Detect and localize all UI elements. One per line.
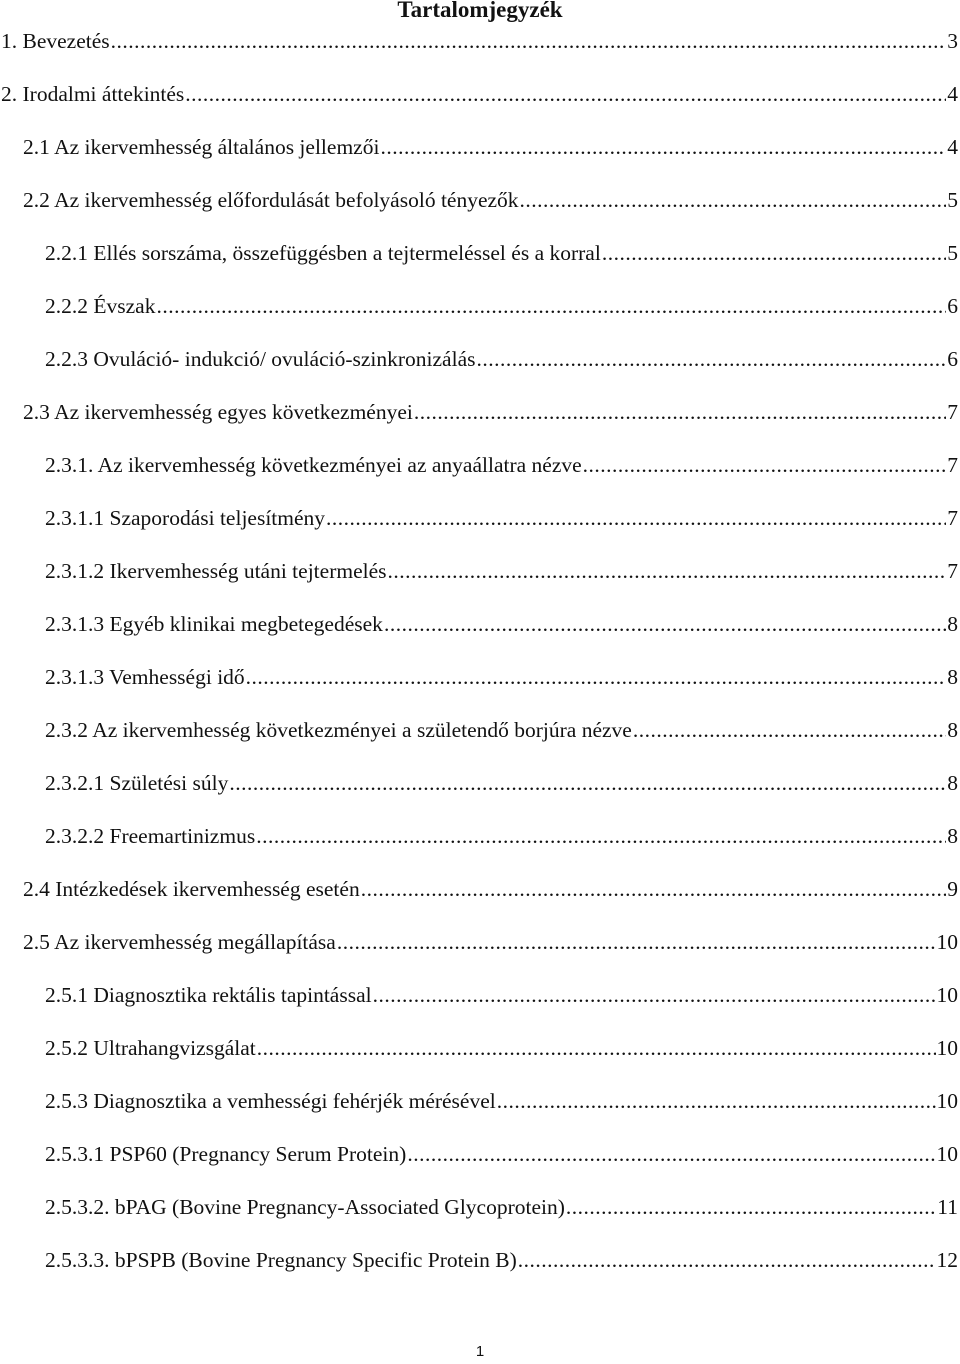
toc-entry[interactable]: [0, 1034, 960, 1087]
dot-leader: [229, 769, 946, 797]
dot-leader: [476, 345, 946, 373]
toc-entry-page: 10: [936, 1089, 958, 1113]
toc-entry-page: 9: [947, 877, 958, 901]
toc-entry-label: 2.4 Intézkedések ikervemhesség esetén: [23, 877, 360, 901]
toc-entry-label: 2.5.3 Diagnosztika a vemhességi fehérjék mérésével: [45, 1089, 496, 1113]
toc-entry[interactable]: [0, 610, 960, 663]
toc-entry[interactable]: [0, 1140, 960, 1193]
toc-entry-label: 2.3.2.1 Születési súly: [45, 771, 229, 795]
toc-entry[interactable]: [0, 133, 960, 186]
dot-leader: [566, 1193, 936, 1221]
toc-entry-label: 2.5.3.2. bPAG (Bovine Pregnancy-Associated Glycoprotein): [45, 1195, 565, 1219]
toc-entry[interactable]: [0, 292, 960, 345]
dot-leader: [326, 504, 946, 532]
toc-entry-label: 2.3.1.2 Ikervemhesség utáni tejtermelés: [45, 559, 387, 583]
toc-entry-page: 4: [947, 82, 958, 106]
toc-entry[interactable]: [0, 345, 960, 398]
toc-entry-page: 8: [947, 824, 958, 848]
table-of-contents: [0, 27, 960, 1299]
dot-leader: [256, 822, 946, 850]
toc-entry[interactable]: [0, 186, 960, 239]
toc-entry-label: 2. Irodalmi áttekintés: [1, 82, 185, 106]
toc-entry-page: 8: [947, 718, 958, 742]
toc-entry[interactable]: [0, 27, 960, 80]
toc-entry-page: 6: [947, 347, 958, 371]
toc-entry[interactable]: [0, 875, 960, 928]
dot-leader: [185, 80, 946, 108]
dot-leader: [388, 557, 947, 585]
toc-entry-label: 2.3 Az ikervemhesség egyes következményei: [23, 400, 413, 424]
dot-leader: [156, 292, 946, 320]
toc-entry-page: 8: [947, 612, 958, 636]
dot-leader: [414, 398, 946, 426]
dot-leader: [633, 716, 946, 744]
toc-entry[interactable]: [0, 239, 960, 292]
toc-entry-label: 2.2.3 Ovuláció- indukció/ ovuláció-szinkronizálás: [45, 347, 476, 371]
toc-entry-page: 10: [936, 930, 958, 954]
toc-entry[interactable]: [0, 1087, 960, 1140]
toc-entry-page: 11: [937, 1195, 958, 1219]
dot-leader: [373, 981, 936, 1009]
toc-entry[interactable]: [0, 1193, 960, 1246]
toc-entry-page: 7: [947, 559, 958, 583]
dot-leader: [520, 186, 947, 214]
dot-leader: [257, 1034, 936, 1062]
toc-entry-label: 2.3.2.2 Freemartinizmus: [45, 824, 256, 848]
toc-entry-label: 2.3.2 Az ikervemhesség következményei a születendő borjúra nézve: [45, 718, 632, 742]
toc-entry-label: 2.3.1.3 Vemhességi idő: [45, 665, 245, 689]
dot-leader: [380, 133, 946, 161]
toc-entry-page: 10: [936, 1142, 958, 1166]
toc-entry-page: 8: [947, 771, 958, 795]
dot-leader: [407, 1140, 935, 1168]
dot-leader: [583, 451, 947, 479]
dot-leader: [337, 928, 936, 956]
page-title: Tartalomjegyzék: [397, 0, 563, 22]
dot-leader: [518, 1246, 936, 1274]
toc-entry[interactable]: [0, 928, 960, 981]
toc-entry-page: 5: [947, 241, 958, 265]
toc-entry-label: 2.1 Az ikervemhesség általános jellemzői: [23, 135, 380, 159]
dot-leader: [384, 610, 946, 638]
dot-leader: [497, 1087, 936, 1115]
toc-entry-page: 10: [936, 983, 958, 1007]
toc-entry[interactable]: [0, 80, 960, 133]
toc-entry-page: 5: [947, 188, 958, 212]
toc-entry[interactable]: [0, 398, 960, 451]
toc-entry-label: 2.3.1. Az ikervemhesség következményei az anyaállatra nézve: [45, 453, 582, 477]
toc-entry-label: 2.5.3.3. bPSPB (Bovine Pregnancy Specific Protein B): [45, 1248, 517, 1272]
toc-entry-label: 1. Bevezetés: [1, 29, 110, 53]
dot-leader: [111, 27, 947, 55]
toc-entry[interactable]: [0, 822, 960, 875]
toc-entry-page: 12: [936, 1248, 958, 1272]
toc-entry-page: 4: [947, 135, 958, 159]
page-number: 1: [475, 1343, 485, 1360]
toc-entry-label: 2.2.1 Ellés sorszáma, összefüggésben a tejtermeléssel és a korral: [45, 241, 601, 265]
toc-entry-page: 6: [947, 294, 958, 318]
toc-entry-label: 2.2 Az ikervemhesség előfordulását befolyásoló tényezők: [23, 188, 519, 212]
toc-entry-page: 7: [947, 453, 958, 477]
toc-entry[interactable]: [0, 663, 960, 716]
toc-entry-label: 2.5.2 Ultrahangvizsgálat: [45, 1036, 256, 1060]
toc-entry-page: 7: [947, 506, 958, 530]
toc-entry[interactable]: [0, 451, 960, 504]
toc-entry[interactable]: [0, 769, 960, 822]
toc-entry-label: 2.5.3.1 PSP60 (Pregnancy Serum Protein): [45, 1142, 407, 1166]
toc-entry-label: 2.3.1.3 Egyéb klinikai megbetegedések: [45, 612, 383, 636]
toc-entry-page: 3: [947, 29, 958, 53]
dot-leader: [246, 663, 947, 691]
toc-entry[interactable]: [0, 981, 960, 1034]
toc-entry-page: 10: [936, 1036, 958, 1060]
toc-entry-page: 7: [947, 400, 958, 424]
dot-leader: [361, 875, 947, 903]
toc-entry[interactable]: [0, 716, 960, 769]
dot-leader: [602, 239, 946, 267]
toc-entry[interactable]: [0, 1246, 960, 1299]
toc-entry[interactable]: [0, 557, 960, 610]
toc-entry-label: 2.5.1 Diagnosztika rektális tapintással: [45, 983, 372, 1007]
toc-entry-page: 8: [947, 665, 958, 689]
toc-entry-label: 2.5 Az ikervemhesség megállapítása: [23, 930, 336, 954]
toc-entry[interactable]: [0, 504, 960, 557]
toc-entry-label: 2.3.1.1 Szaporodási teljesítmény: [45, 506, 326, 530]
toc-entry-label: 2.2.2 Évszak: [45, 294, 156, 318]
